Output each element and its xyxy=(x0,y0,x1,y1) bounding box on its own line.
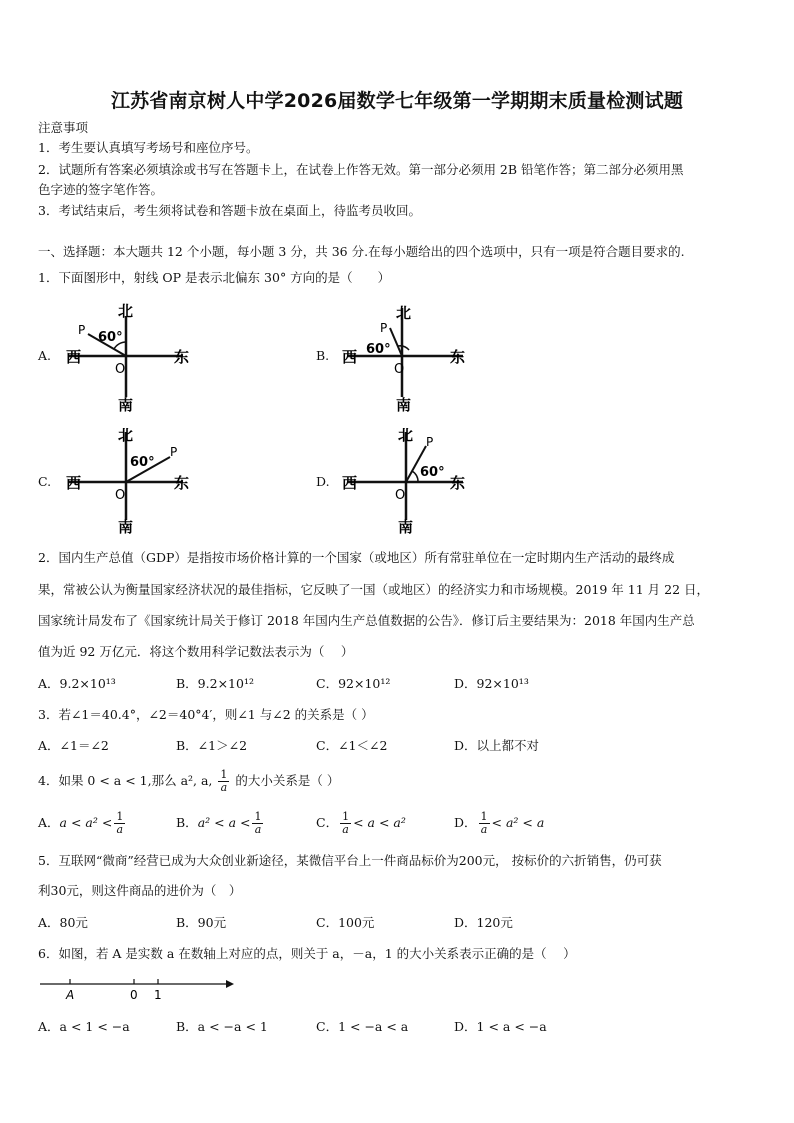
q1-option-a-label: A. xyxy=(38,348,52,363)
q3-option-b: B．∠1＞∠2 xyxy=(176,738,248,753)
question-2-line: 值为近 92 万亿元．将这个数用科学记数法表示为（ ） xyxy=(38,644,354,659)
point-a-label: A xyxy=(66,988,75,1002)
angle-label: 60° xyxy=(366,342,391,357)
question-6-stem: 6．如图，若 A 是实数 a 在数轴上对应的点，则关于 a，－a，1 的大小关系表示正确的是（ ） xyxy=(38,946,576,961)
q4-stem-pre: 4．如果 0 < a < 1,那么 a², a, xyxy=(38,773,213,788)
angle-label: 60° xyxy=(420,465,445,480)
point-p-label: P xyxy=(170,445,178,459)
q1-option-b-label: B. xyxy=(316,348,330,363)
question-2-line: 国家统计局发布了《国家统计局关于修订 2018 年国内生产总值数据的公告》．修订后主要结果为：2018 年国内生产总 xyxy=(38,613,695,628)
q1-diagram-a xyxy=(58,302,208,412)
question-5-line: 5．互联网“微商”经营已成为大众创业新途径，某微信平台上一件商品标价为200元， 按标价的六折销售，仍可获 xyxy=(38,853,662,868)
zero-label: 0 xyxy=(130,988,138,1002)
q2-option-a: A．9.2×10¹³ xyxy=(38,676,116,691)
question-2-line: 2．国内生产总值（GDP）是指按市场价格计算的一个国家（或地区）所有常驻单位在一定时期内生产活动的最终成 xyxy=(38,550,675,565)
q2-option-b: B．9.2×10¹² xyxy=(176,676,254,691)
q5-option-a: A．80元 xyxy=(38,915,88,930)
q3-option-a: A．∠1＝∠2 xyxy=(38,738,109,753)
q6-option-a: A．a < 1 < −a xyxy=(38,1019,130,1034)
q2-option-d: D．92×10¹³ xyxy=(454,676,529,691)
angle-label: 60° xyxy=(98,330,123,345)
q6-option-c: C．1 < −a < a xyxy=(316,1019,409,1034)
west-label: 西 xyxy=(342,348,358,366)
q2-option-c: C．92×10¹² xyxy=(316,676,391,691)
question-4-stem xyxy=(38,766,339,796)
east-label: 东 xyxy=(174,474,190,492)
page-title: 江苏省南京树人中学2026届数学七年级第一学期期末质量检测试题 xyxy=(110,90,684,112)
q1-diagram-b xyxy=(338,302,488,412)
q1-diagram-c xyxy=(58,428,208,538)
q5-option-c: C．100元 xyxy=(316,915,375,930)
question-5-line: 利30元，则这件商品的进价为（ ） xyxy=(38,883,242,898)
q5-option-b: B．90元 xyxy=(176,915,227,930)
q6-option-b: B．a < −a < 1 xyxy=(176,1019,268,1034)
q6-option-d: D．1 < a < −a xyxy=(454,1019,547,1034)
origin-label: O xyxy=(395,488,406,503)
north-label: 北 xyxy=(118,428,134,444)
west-label: 西 xyxy=(66,474,82,492)
q4-option-b: B．a² < a < $\frac{1}{a}$ xyxy=(176,810,262,836)
section-heading: 一、选择题：本大题共 12 个小题，每小题 3 分，共 36 分.在每小题给出的四个选项中，只有一项是符合题目要求的. xyxy=(38,244,685,259)
north-label: 北 xyxy=(396,304,412,322)
notice-heading: 注意事项 xyxy=(38,120,89,135)
q6-number-line xyxy=(38,974,238,1008)
one-label: 1 xyxy=(154,988,162,1002)
q4-option-a: A．a < a² < $\frac{1}{a}$ xyxy=(38,810,124,836)
east-label: 东 xyxy=(450,348,466,366)
notice-item: 2．试题所有答案必须填涂或书写在答题卡上，在试卷上作答无效。第一部分必须用 2B 铅笔作答；第二部分必须用黑 xyxy=(38,162,684,177)
notice-item: 色字迹的签字笔作答。 xyxy=(38,182,164,197)
q4-option-d: D． $\frac{1}{a}$ < a² < a xyxy=(454,810,545,836)
origin-label: O xyxy=(115,362,126,377)
q3-option-c: C．∠1＜∠2 xyxy=(316,738,388,753)
question-2-line: 果，常被公认为衡量国家经济状况的最佳指标，它反映了一国（或地区）的经济实力和市场规模。2019 年 11 月 22 日， xyxy=(38,582,709,597)
south-label: 南 xyxy=(118,396,134,412)
q4-fraction: $\frac{1}{a}$ xyxy=(220,768,228,794)
origin-label: O xyxy=(394,362,405,377)
north-label: 北 xyxy=(118,302,134,320)
west-label: 西 xyxy=(342,474,358,492)
q1-diagram-d xyxy=(338,428,488,538)
q1-option-c-label: C. xyxy=(38,474,52,489)
question-1-stem: 1．下面图形中，射线 OP 是表示北偏东 30° 方向的是（ ） xyxy=(38,270,391,285)
q4-option-c: C． $\frac{1}{a}$ < a < a² xyxy=(316,810,406,836)
angle-label: 60° xyxy=(130,455,155,470)
q3-option-d: D．以上都不对 xyxy=(454,738,540,753)
north-label: 北 xyxy=(398,428,414,444)
notice-item: 1．考生要认真填写考场号和座位序号。 xyxy=(38,140,259,155)
point-p-label: P xyxy=(426,435,434,449)
q5-option-d: D．120元 xyxy=(454,915,513,930)
south-label: 南 xyxy=(118,518,134,536)
q1-option-d-label: D. xyxy=(316,474,330,489)
west-label: 西 xyxy=(66,348,82,366)
east-label: 东 xyxy=(450,474,466,492)
q4-stem-post: 的大小关系是（ ） xyxy=(235,773,340,788)
south-label: 南 xyxy=(398,518,414,536)
origin-label: O xyxy=(115,488,126,503)
question-3-stem: 3．若∠1＝40.4°，∠2＝40°4′，则∠1 与∠2 的关系是（ ） xyxy=(38,707,374,722)
east-label: 东 xyxy=(174,348,190,366)
point-p-label: P xyxy=(380,321,388,335)
notice-item: 3．考试结束后，考生须将试卷和答题卡放在桌面上，待监考员收回。 xyxy=(38,203,421,218)
south-label: 南 xyxy=(396,396,412,412)
point-p-label: P xyxy=(78,323,86,337)
